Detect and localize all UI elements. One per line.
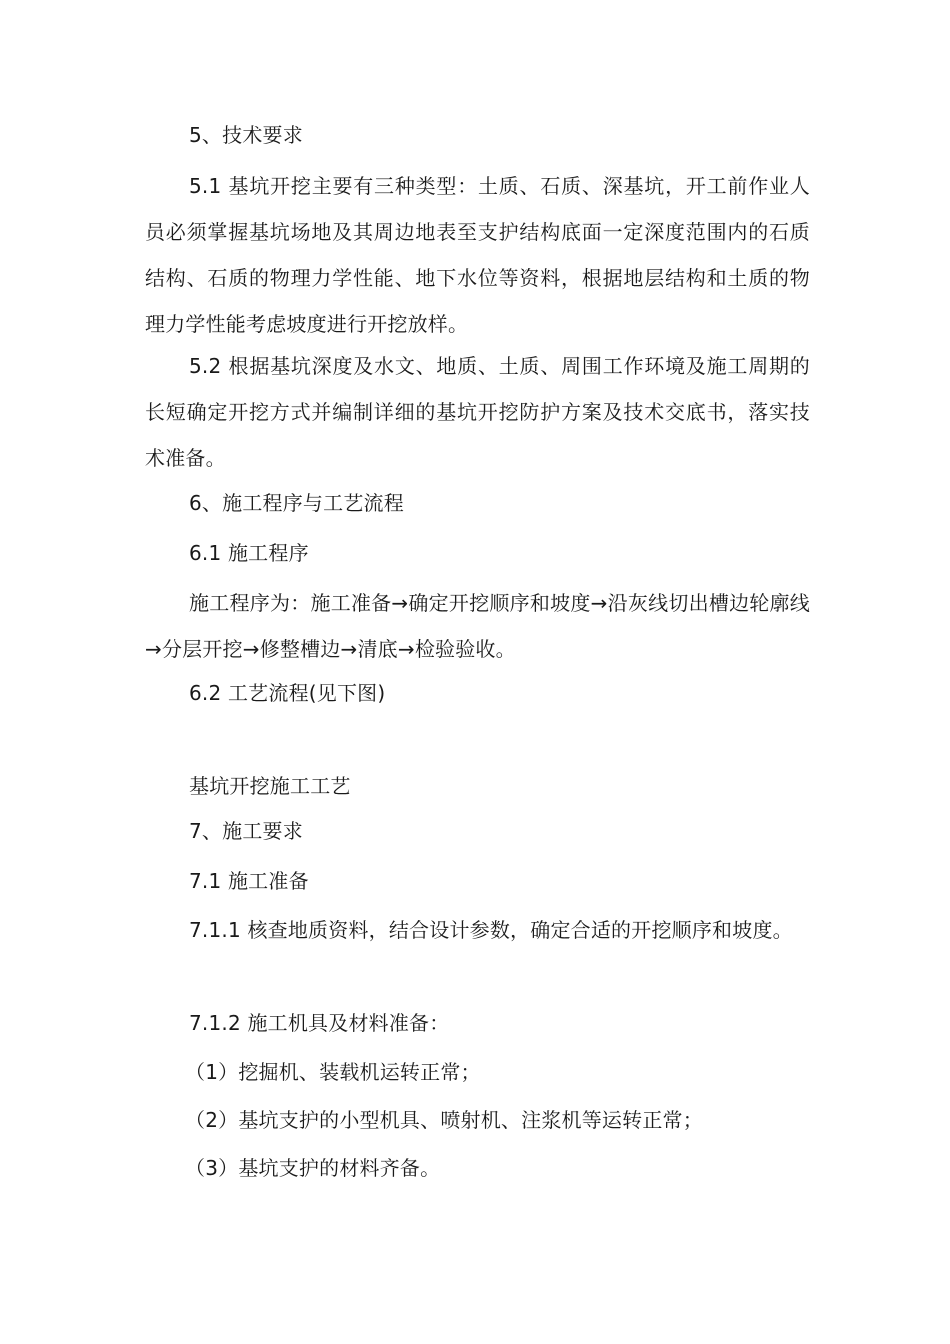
- list-item-3: （3）基坑支护的材料齐备。: [185, 1156, 441, 1180]
- section-heading-6: 6、施工程序与工艺流程: [189, 491, 404, 515]
- subsection-heading-6-1: 6.1 施工程序: [189, 541, 309, 565]
- subsection-heading-6-2: 6.2 工艺流程(见下图): [189, 681, 386, 705]
- paragraph-5-2: 5.2 根据基坑深度及水文、地质、土质、周围工作环境及施工周期的长短确定开挖方式并编制详细的基坑开挖防护方案及技术交底书，落实技术准备。: [145, 354, 810, 470]
- figure-caption: 基坑开挖施工工艺: [189, 774, 351, 798]
- section-heading-5: 5、技术要求: [189, 123, 303, 147]
- subsection-heading-7-1: 7.1 施工准备: [189, 869, 309, 893]
- list-item-2: （2）基坑支护的小型机具、喷射机、注浆机等运转正常；: [185, 1108, 703, 1132]
- section-heading-7: 7、施工要求: [189, 819, 303, 843]
- paragraph-procedure: 施工程序为：施工准备→确定开挖顺序和坡度→沿灰线切出槽边轮廓线→分层开挖→修整槽边→清底→检验验收。: [145, 591, 810, 661]
- paragraph-7-1-1: 7.1.1 核查地质资料，结合设计参数，确定合适的开挖顺序和坡度。: [189, 918, 793, 942]
- list-item-1: （1）挖掘机、装载机运转正常；: [185, 1060, 481, 1084]
- paragraph-7-1-2: 7.1.2 施工机具及材料准备：: [189, 1011, 450, 1035]
- paragraph-5-1: 5.1 基坑开挖主要有三种类型：土质、石质、深基坑，开工前作业人员必须掌握基坑场地及其周边地表至支护结构底面一定深度范围内的石质结构、石质的物理力学性能、地下水位等资料，根据地层结构和土质的物理力学性能考虑坡度进行开挖放样。: [145, 174, 810, 336]
